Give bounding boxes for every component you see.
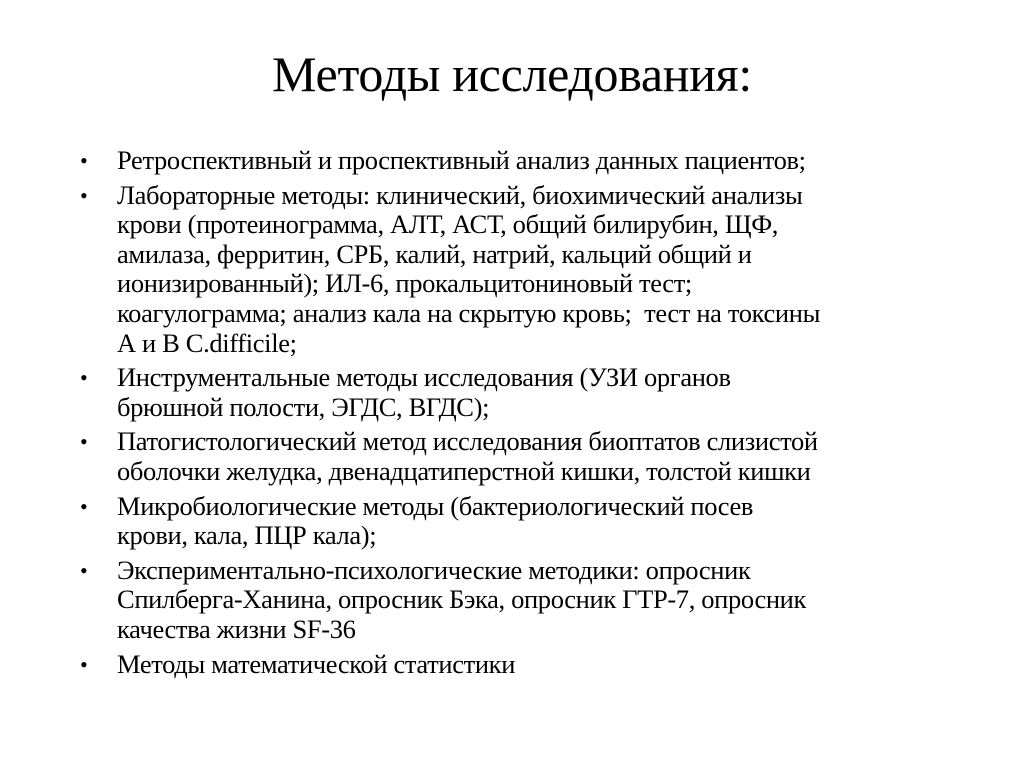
bullet-text-line: Лабораторные методы: клинический, биохимический анализы	[117, 179, 803, 210]
bullet-text-line: коагулограмма; анализ кала на скрытую кровь; тест на токсины	[117, 297, 821, 328]
methods-bullet-list	[80, 146, 1000, 684]
bullet-icon: •	[80, 182, 88, 208]
bullet-icon: •	[80, 557, 88, 583]
bullet-text-line: Микробиологические методы (бактериологический посев	[117, 490, 754, 521]
bullet-icon: •	[80, 651, 88, 677]
bullet-text-line: Патогистологический метод исследования биоптатов слизистой	[117, 426, 818, 457]
bullet-text-line: амилаза, ферритин, СРБ, калий, натрий, кальций общий и	[117, 238, 752, 269]
bullet-icon: •	[80, 493, 88, 519]
bullet-item	[80, 427, 1000, 486]
bullet-text-line: Методы математической статистики	[117, 648, 516, 679]
bullet-text-line: оболочки желудка, двенадцатиперстной кишки, толстой кишки	[117, 455, 811, 486]
bullet-text-line: Ретроспективный и проспективный анализ данных пациентов;	[117, 145, 806, 175]
bullet-text-line: ионизированный); ИЛ-6, прокальцитониновый тест;	[117, 268, 692, 299]
bullet-text-line: А и В C.difficile;	[117, 327, 297, 358]
bullet-text-line: Спилберга-Ханина, опросник Бэка, опросник ГТР-7, опросник	[117, 584, 807, 615]
slide-title: Методы исследования:	[272, 46, 752, 102]
bullet-item	[80, 556, 1000, 645]
bullet-icon: •	[80, 365, 88, 391]
bullet-text-line: Экспериментально-психологические методики: опросник	[117, 554, 751, 585]
bullet-item	[80, 181, 1000, 359]
bullet-text-line: Инструментальные методы исследования (УЗИ органов	[117, 362, 731, 393]
bullet-item	[80, 363, 1000, 422]
bullet-text-line: крови (протеинограмма, АЛТ, АСТ, общий билирубин, ЩФ,	[117, 209, 779, 240]
bullet-item	[80, 650, 1000, 680]
bullet-text-line: брюшной полости, ЭГДС, ВГДС);	[117, 391, 490, 422]
bullet-text-line: крови, кала, ПЦР кала);	[117, 520, 377, 551]
bullet-item	[80, 146, 1000, 176]
bullet-icon: •	[80, 429, 88, 455]
bullet-item	[80, 492, 1000, 551]
bullet-icon: •	[80, 148, 88, 173]
bullet-text-line: качества жизни SF-36	[117, 613, 356, 644]
